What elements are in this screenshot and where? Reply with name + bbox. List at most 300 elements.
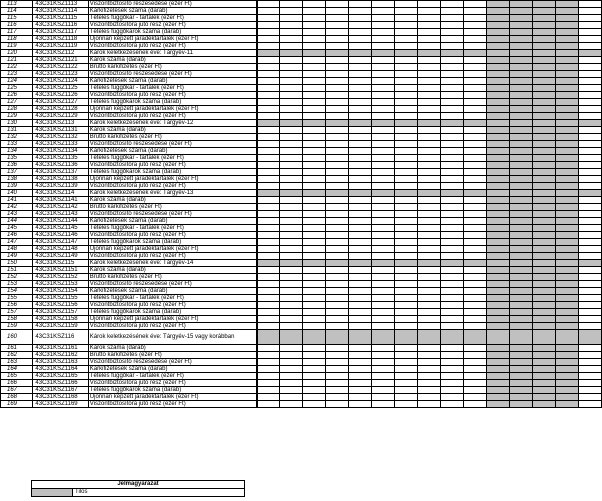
value-cell[interactable] xyxy=(280,316,303,323)
value-cell[interactable] xyxy=(394,246,417,253)
value-cell[interactable] xyxy=(348,302,371,309)
value-cell[interactable] xyxy=(257,155,280,162)
value-cell[interactable] xyxy=(371,85,394,92)
value-cell[interactable] xyxy=(394,316,417,323)
value-cell[interactable] xyxy=(394,43,417,50)
value-cell[interactable] xyxy=(280,401,303,408)
value-cell[interactable] xyxy=(440,197,463,204)
value-cell[interactable] xyxy=(303,246,326,253)
value-cell[interactable] xyxy=(280,183,303,190)
value-cell[interactable] xyxy=(440,288,463,295)
value-cell[interactable] xyxy=(371,43,394,50)
value-cell[interactable] xyxy=(578,57,601,64)
value-cell[interactable] xyxy=(440,387,463,394)
value-cell[interactable] xyxy=(371,106,394,113)
value-cell[interactable] xyxy=(394,239,417,246)
value-cell[interactable] xyxy=(440,148,463,155)
value-cell[interactable] xyxy=(578,225,601,232)
value-cell[interactable] xyxy=(440,239,463,246)
value-cell[interactable] xyxy=(348,141,371,148)
value-cell[interactable] xyxy=(417,309,440,316)
value-cell[interactable] xyxy=(326,148,349,155)
value-cell[interactable] xyxy=(280,218,303,225)
value-cell[interactable] xyxy=(257,359,280,366)
value-cell[interactable] xyxy=(280,176,303,183)
value-cell[interactable] xyxy=(257,232,280,239)
value-cell[interactable] xyxy=(257,225,280,232)
value-cell[interactable] xyxy=(280,162,303,169)
value-cell[interactable] xyxy=(417,345,440,352)
value-cell[interactable] xyxy=(280,29,303,36)
value-cell[interactable] xyxy=(394,148,417,155)
value-cell[interactable] xyxy=(280,1,303,8)
value-cell[interactable] xyxy=(578,113,601,120)
value-cell[interactable] xyxy=(394,295,417,302)
value-cell[interactable] xyxy=(394,85,417,92)
value-cell[interactable] xyxy=(348,57,371,64)
value-cell[interactable] xyxy=(280,71,303,78)
value-cell[interactable] xyxy=(578,295,601,302)
value-cell[interactable] xyxy=(348,246,371,253)
value-cell[interactable] xyxy=(303,15,326,22)
value-cell[interactable] xyxy=(303,36,326,43)
value-cell[interactable] xyxy=(257,302,280,309)
value-cell[interactable] xyxy=(417,394,440,401)
value-cell[interactable] xyxy=(280,78,303,85)
value-cell[interactable] xyxy=(463,352,486,359)
value-cell[interactable] xyxy=(326,64,349,71)
value-cell[interactable] xyxy=(394,183,417,190)
value-cell[interactable] xyxy=(578,36,601,43)
value-cell[interactable] xyxy=(371,267,394,274)
value-cell[interactable] xyxy=(578,204,601,211)
value-cell[interactable] xyxy=(348,29,371,36)
value-cell[interactable] xyxy=(303,387,326,394)
value-cell[interactable] xyxy=(280,99,303,106)
value-cell[interactable] xyxy=(303,78,326,85)
value-cell[interactable] xyxy=(348,316,371,323)
value-cell[interactable] xyxy=(280,380,303,387)
value-cell[interactable] xyxy=(303,316,326,323)
value-cell[interactable] xyxy=(348,366,371,373)
value-cell[interactable] xyxy=(326,169,349,176)
value-cell[interactable] xyxy=(348,211,371,218)
value-cell[interactable] xyxy=(463,15,486,22)
value-cell[interactable] xyxy=(394,22,417,29)
value-cell[interactable] xyxy=(394,232,417,239)
value-cell[interactable] xyxy=(440,127,463,134)
value-cell[interactable] xyxy=(417,141,440,148)
value-cell[interactable] xyxy=(578,106,601,113)
value-cell[interactable] xyxy=(394,387,417,394)
value-cell[interactable] xyxy=(371,211,394,218)
value-cell[interactable] xyxy=(394,218,417,225)
value-cell[interactable] xyxy=(417,197,440,204)
value-cell[interactable] xyxy=(578,22,601,29)
value-cell[interactable] xyxy=(417,373,440,380)
value-cell[interactable] xyxy=(280,373,303,380)
value-cell[interactable] xyxy=(326,15,349,22)
value-cell[interactable] xyxy=(348,169,371,176)
value-cell[interactable] xyxy=(417,204,440,211)
value-cell[interactable] xyxy=(578,134,601,141)
value-cell[interactable] xyxy=(303,232,326,239)
value-cell[interactable] xyxy=(348,373,371,380)
value-cell[interactable] xyxy=(394,127,417,134)
value-cell[interactable] xyxy=(371,274,394,281)
value-cell[interactable] xyxy=(303,253,326,260)
value-cell[interactable] xyxy=(303,71,326,78)
value-cell[interactable] xyxy=(303,183,326,190)
value-cell[interactable] xyxy=(348,359,371,366)
value-cell[interactable] xyxy=(303,155,326,162)
value-cell[interactable] xyxy=(394,64,417,71)
value-cell[interactable] xyxy=(257,134,280,141)
value-cell[interactable] xyxy=(578,394,601,401)
value-cell[interactable] xyxy=(371,394,394,401)
value-cell[interactable] xyxy=(371,218,394,225)
value-cell[interactable] xyxy=(257,127,280,134)
value-cell[interactable] xyxy=(578,197,601,204)
value-cell[interactable] xyxy=(326,8,349,15)
value-cell[interactable] xyxy=(578,401,601,408)
value-cell[interactable] xyxy=(348,134,371,141)
value-cell[interactable] xyxy=(371,113,394,120)
value-cell[interactable] xyxy=(371,288,394,295)
value-cell[interactable] xyxy=(417,359,440,366)
value-cell[interactable] xyxy=(463,253,486,260)
value-cell[interactable] xyxy=(440,323,463,330)
value-cell[interactable] xyxy=(280,352,303,359)
value-cell[interactable] xyxy=(440,366,463,373)
value-cell[interactable] xyxy=(371,387,394,394)
value-cell[interactable] xyxy=(417,148,440,155)
value-cell[interactable] xyxy=(280,64,303,71)
value-cell[interactable] xyxy=(440,359,463,366)
value-cell[interactable] xyxy=(371,359,394,366)
value-cell[interactable] xyxy=(348,106,371,113)
value-cell[interactable] xyxy=(417,218,440,225)
value-cell[interactable] xyxy=(417,246,440,253)
value-cell[interactable] xyxy=(463,345,486,352)
value-cell[interactable] xyxy=(417,302,440,309)
value-cell[interactable] xyxy=(371,239,394,246)
value-cell[interactable] xyxy=(326,366,349,373)
value-cell[interactable] xyxy=(326,345,349,352)
value-cell[interactable] xyxy=(578,1,601,8)
value-cell[interactable] xyxy=(326,29,349,36)
value-cell[interactable] xyxy=(463,71,486,78)
value-cell[interactable] xyxy=(463,366,486,373)
value-cell[interactable] xyxy=(440,267,463,274)
value-cell[interactable] xyxy=(371,246,394,253)
value-cell[interactable] xyxy=(280,295,303,302)
value-cell[interactable] xyxy=(463,141,486,148)
value-cell[interactable] xyxy=(326,394,349,401)
value-cell[interactable] xyxy=(417,127,440,134)
value-cell[interactable] xyxy=(440,155,463,162)
value-cell[interactable] xyxy=(303,29,326,36)
value-cell[interactable] xyxy=(280,36,303,43)
value-cell[interactable] xyxy=(463,148,486,155)
value-cell[interactable] xyxy=(280,211,303,218)
value-cell[interactable] xyxy=(417,57,440,64)
value-cell[interactable] xyxy=(280,8,303,15)
value-cell[interactable] xyxy=(326,22,349,29)
value-cell[interactable] xyxy=(348,204,371,211)
value-cell[interactable] xyxy=(440,78,463,85)
value-cell[interactable] xyxy=(417,155,440,162)
value-cell[interactable] xyxy=(326,155,349,162)
value-cell[interactable] xyxy=(440,64,463,71)
value-cell[interactable] xyxy=(257,295,280,302)
value-cell[interactable] xyxy=(417,380,440,387)
value-cell[interactable] xyxy=(257,162,280,169)
value-cell[interactable] xyxy=(371,57,394,64)
value-cell[interactable] xyxy=(440,43,463,50)
value-cell[interactable] xyxy=(326,127,349,134)
value-cell[interactable] xyxy=(348,183,371,190)
value-cell[interactable] xyxy=(463,316,486,323)
value-cell[interactable] xyxy=(463,204,486,211)
value-cell[interactable] xyxy=(463,281,486,288)
value-cell[interactable] xyxy=(578,380,601,387)
value-cell[interactable] xyxy=(280,274,303,281)
value-cell[interactable] xyxy=(303,359,326,366)
value-cell[interactable] xyxy=(326,218,349,225)
value-cell[interactable] xyxy=(257,309,280,316)
value-cell[interactable] xyxy=(280,127,303,134)
value-cell[interactable] xyxy=(280,134,303,141)
value-cell[interactable] xyxy=(257,267,280,274)
value-cell[interactable] xyxy=(463,225,486,232)
value-cell[interactable] xyxy=(371,380,394,387)
value-cell[interactable] xyxy=(440,295,463,302)
value-cell[interactable] xyxy=(303,288,326,295)
value-cell[interactable] xyxy=(578,29,601,36)
value-cell[interactable] xyxy=(394,99,417,106)
value-cell[interactable] xyxy=(326,387,349,394)
value-cell[interactable] xyxy=(463,302,486,309)
value-cell[interactable] xyxy=(348,1,371,8)
value-cell[interactable] xyxy=(578,246,601,253)
value-cell[interactable] xyxy=(394,366,417,373)
value-cell[interactable] xyxy=(440,176,463,183)
value-cell[interactable] xyxy=(578,43,601,50)
value-cell[interactable] xyxy=(303,99,326,106)
value-cell[interactable] xyxy=(578,85,601,92)
value-cell[interactable] xyxy=(463,22,486,29)
value-cell[interactable] xyxy=(326,281,349,288)
value-cell[interactable] xyxy=(394,253,417,260)
value-cell[interactable] xyxy=(440,394,463,401)
value-cell[interactable] xyxy=(326,211,349,218)
value-cell[interactable] xyxy=(578,373,601,380)
value-cell[interactable] xyxy=(578,316,601,323)
value-cell[interactable] xyxy=(303,64,326,71)
value-cell[interactable] xyxy=(371,99,394,106)
value-cell[interactable] xyxy=(417,1,440,8)
value-cell[interactable] xyxy=(440,36,463,43)
value-cell[interactable] xyxy=(280,239,303,246)
value-cell[interactable] xyxy=(417,288,440,295)
value-cell[interactable] xyxy=(417,113,440,120)
value-cell[interactable] xyxy=(303,134,326,141)
value-cell[interactable] xyxy=(257,148,280,155)
value-cell[interactable] xyxy=(326,57,349,64)
value-cell[interactable] xyxy=(303,169,326,176)
value-cell[interactable] xyxy=(257,92,280,99)
value-cell[interactable] xyxy=(417,92,440,99)
value-cell[interactable] xyxy=(303,295,326,302)
value-cell[interactable] xyxy=(326,43,349,50)
value-cell[interactable] xyxy=(371,366,394,373)
value-cell[interactable] xyxy=(257,281,280,288)
value-cell[interactable] xyxy=(348,113,371,120)
value-cell[interactable] xyxy=(463,246,486,253)
value-cell[interactable] xyxy=(578,141,601,148)
value-cell[interactable] xyxy=(280,309,303,316)
value-cell[interactable] xyxy=(371,197,394,204)
value-cell[interactable] xyxy=(417,78,440,85)
value-cell[interactable] xyxy=(257,323,280,330)
value-cell[interactable] xyxy=(394,197,417,204)
value-cell[interactable] xyxy=(371,323,394,330)
value-cell[interactable] xyxy=(280,141,303,148)
value-cell[interactable] xyxy=(394,8,417,15)
value-cell[interactable] xyxy=(348,239,371,246)
value-cell[interactable] xyxy=(257,22,280,29)
value-cell[interactable] xyxy=(578,15,601,22)
value-cell[interactable] xyxy=(348,92,371,99)
value-cell[interactable] xyxy=(463,85,486,92)
value-cell[interactable] xyxy=(371,8,394,15)
value-cell[interactable] xyxy=(578,232,601,239)
value-cell[interactable] xyxy=(417,274,440,281)
value-cell[interactable] xyxy=(257,36,280,43)
value-cell[interactable] xyxy=(463,155,486,162)
value-cell[interactable] xyxy=(417,43,440,50)
value-cell[interactable] xyxy=(326,134,349,141)
value-cell[interactable] xyxy=(440,309,463,316)
value-cell[interactable] xyxy=(280,267,303,274)
value-cell[interactable] xyxy=(440,274,463,281)
value-cell[interactable] xyxy=(417,169,440,176)
value-cell[interactable] xyxy=(394,113,417,120)
value-cell[interactable] xyxy=(257,211,280,218)
value-cell[interactable] xyxy=(440,22,463,29)
value-cell[interactable] xyxy=(257,29,280,36)
value-cell[interactable] xyxy=(348,352,371,359)
value-cell[interactable] xyxy=(463,99,486,106)
value-cell[interactable] xyxy=(578,127,601,134)
value-cell[interactable] xyxy=(280,204,303,211)
value-cell[interactable] xyxy=(440,57,463,64)
value-cell[interactable] xyxy=(257,373,280,380)
value-cell[interactable] xyxy=(417,64,440,71)
value-cell[interactable] xyxy=(371,169,394,176)
value-cell[interactable] xyxy=(463,36,486,43)
value-cell[interactable] xyxy=(440,183,463,190)
value-cell[interactable] xyxy=(578,148,601,155)
value-cell[interactable] xyxy=(371,345,394,352)
value-cell[interactable] xyxy=(371,232,394,239)
value-cell[interactable] xyxy=(578,71,601,78)
value-cell[interactable] xyxy=(394,1,417,8)
value-cell[interactable] xyxy=(257,204,280,211)
value-cell[interactable] xyxy=(280,302,303,309)
value-cell[interactable] xyxy=(440,373,463,380)
value-cell[interactable] xyxy=(371,295,394,302)
value-cell[interactable] xyxy=(348,78,371,85)
value-cell[interactable] xyxy=(440,218,463,225)
value-cell[interactable] xyxy=(326,352,349,359)
value-cell[interactable] xyxy=(440,169,463,176)
value-cell[interactable] xyxy=(348,232,371,239)
value-cell[interactable] xyxy=(578,176,601,183)
value-cell[interactable] xyxy=(257,176,280,183)
value-cell[interactable] xyxy=(303,106,326,113)
value-cell[interactable] xyxy=(326,99,349,106)
value-cell[interactable] xyxy=(417,36,440,43)
value-cell[interactable] xyxy=(417,176,440,183)
value-cell[interactable] xyxy=(578,8,601,15)
value-cell[interactable] xyxy=(578,78,601,85)
value-cell[interactable] xyxy=(578,92,601,99)
value-cell[interactable] xyxy=(394,394,417,401)
value-cell[interactable] xyxy=(440,15,463,22)
value-cell[interactable] xyxy=(280,148,303,155)
value-cell[interactable] xyxy=(371,155,394,162)
value-cell[interactable] xyxy=(394,106,417,113)
value-cell[interactable] xyxy=(257,141,280,148)
value-cell[interactable] xyxy=(440,85,463,92)
value-cell[interactable] xyxy=(417,22,440,29)
value-cell[interactable] xyxy=(578,155,601,162)
value-cell[interactable] xyxy=(440,281,463,288)
value-cell[interactable] xyxy=(578,302,601,309)
value-cell[interactable] xyxy=(417,85,440,92)
value-cell[interactable] xyxy=(326,323,349,330)
value-cell[interactable] xyxy=(440,162,463,169)
value-cell[interactable] xyxy=(348,394,371,401)
value-cell[interactable] xyxy=(280,92,303,99)
value-cell[interactable] xyxy=(257,218,280,225)
value-cell[interactable] xyxy=(417,232,440,239)
value-cell[interactable] xyxy=(303,211,326,218)
value-cell[interactable] xyxy=(326,183,349,190)
value-cell[interactable] xyxy=(578,211,601,218)
value-cell[interactable] xyxy=(394,225,417,232)
value-cell[interactable] xyxy=(371,302,394,309)
value-cell[interactable] xyxy=(257,183,280,190)
value-cell[interactable] xyxy=(303,281,326,288)
value-cell[interactable] xyxy=(280,225,303,232)
value-cell[interactable] xyxy=(303,323,326,330)
value-cell[interactable] xyxy=(280,394,303,401)
value-cell[interactable] xyxy=(348,127,371,134)
value-cell[interactable] xyxy=(257,274,280,281)
value-cell[interactable] xyxy=(326,274,349,281)
value-cell[interactable] xyxy=(463,113,486,120)
value-cell[interactable] xyxy=(417,8,440,15)
value-cell[interactable] xyxy=(440,232,463,239)
value-cell[interactable] xyxy=(371,1,394,8)
value-cell[interactable] xyxy=(348,85,371,92)
value-cell[interactable] xyxy=(280,246,303,253)
value-cell[interactable] xyxy=(440,92,463,99)
value-cell[interactable] xyxy=(463,211,486,218)
